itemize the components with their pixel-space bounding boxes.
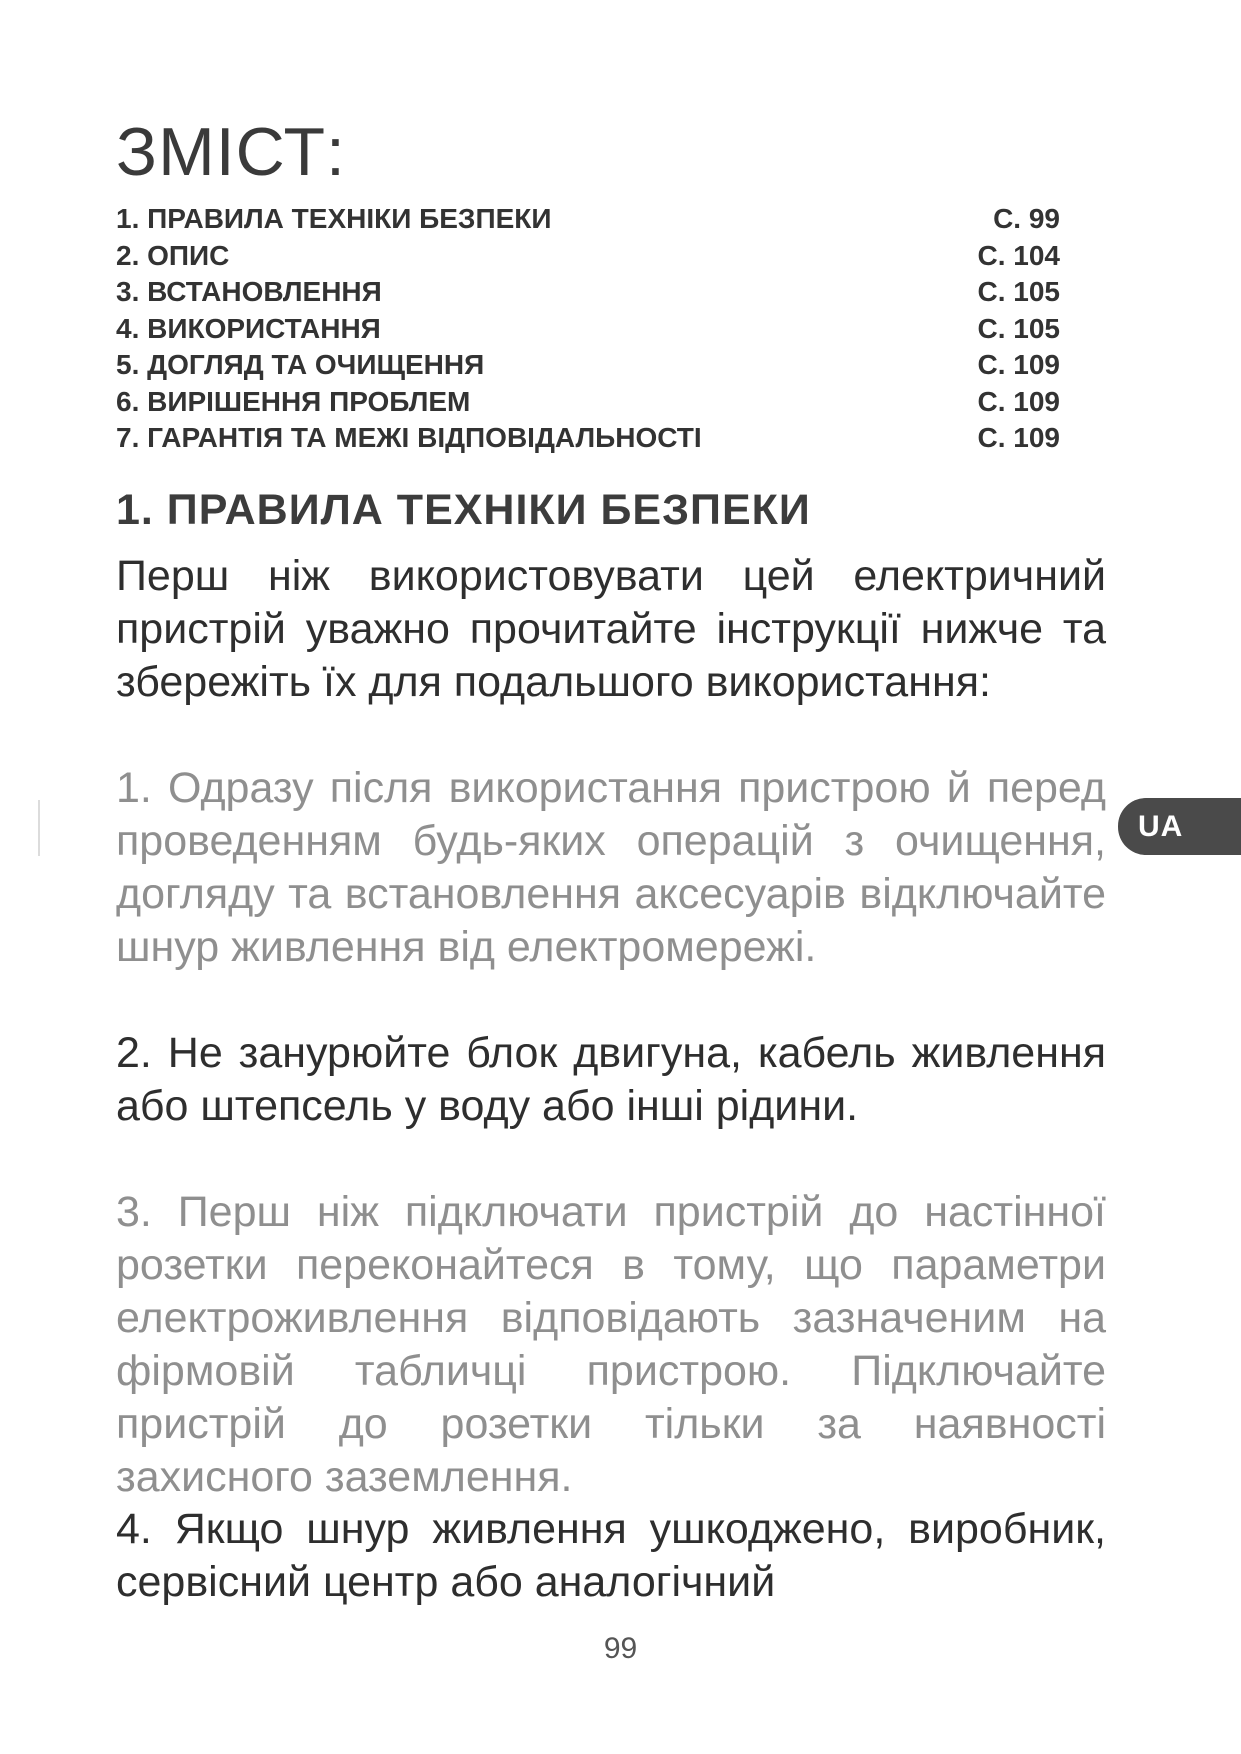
safety-item-4: 4. Якщо шнур живлення ушкоджено, виробник, сервісний центр або аналогічний (116, 1505, 1106, 1606)
safety-item-1: 1. Одразу після використання пристрою й перед проведенням будь-яких операцій з очищення, догляду та встановлення аксесуарів відключайте шнур живлення від електромережі. (116, 764, 1106, 971)
toc-entry-page: С. 104 (977, 239, 1060, 271)
toc-entry[interactable] (116, 384, 1060, 421)
page-edge-mark (38, 800, 40, 856)
toc-entry[interactable] (116, 347, 1060, 384)
toc-entry[interactable] (116, 201, 1060, 238)
toc-entry-page: С. 105 (977, 276, 1060, 307)
toc-entry[interactable] (116, 420, 1060, 457)
contents-title: ЗМІСТ: (116, 114, 346, 190)
toc-entry-label: 3. ВСТАНОВЛЕННЯ (116, 276, 382, 307)
toc-entry[interactable] (116, 238, 1060, 275)
toc-entry[interactable] (116, 274, 1060, 311)
intro-paragraph: Перш ніж використовувати цей електричний пристрій уважно прочитайте інструкції нижче та збережіть їх для подальшого використання: (116, 552, 1106, 706)
toc-entry-label: 5. ДОГЛЯД ТА ОЧИЩЕННЯ (116, 349, 485, 380)
toc-entry-label: 2. ОПИС (116, 239, 230, 271)
section-heading: 1. ПРАВИЛА ТЕХНІКИ БЕЗПЕКИ (116, 486, 811, 534)
toc-entry-page: С. 105 (977, 312, 1060, 344)
page-number: 99 (603, 1632, 638, 1665)
toc-entry[interactable] (116, 311, 1060, 348)
toc-entry-page: С. 109 (977, 349, 1060, 380)
safety-item-3: 3. Перш ніж підключати пристрій до настінної розетки переконайтеся в тому, що параметри електроживлення відповідають зазначеним на фірмовій табличці пристрою. Підключайте пристрій до розетки тільки за наявності захисного заземлення. (116, 1188, 1106, 1501)
toc-entry-label: 7. ГАРАНТІЯ ТА МЕЖІ ВІДПОВІДАЛЬНОСТІ (116, 422, 702, 453)
toc-entry-page: С. 109 (977, 385, 1060, 417)
toc-entry-label: 1. ПРАВИЛА ТЕХНІКИ БЕЗПЕКИ (116, 203, 552, 234)
language-tab[interactable]: UA (1118, 798, 1241, 855)
toc-entry-label: 6. ВИРІШЕННЯ ПРОБЛЕМ (116, 385, 471, 417)
toc-entry-page: С. 109 (977, 422, 1060, 453)
toc-entry-label: 4. ВИКОРИСТАННЯ (116, 312, 381, 344)
safety-item-2: 2. Не занурюйте блок двигуна, кабель живлення або штепсель у воду або інші рідини. (116, 1029, 1106, 1130)
table-of-contents (116, 201, 1060, 457)
toc-entry-page: С. 99 (993, 203, 1060, 234)
